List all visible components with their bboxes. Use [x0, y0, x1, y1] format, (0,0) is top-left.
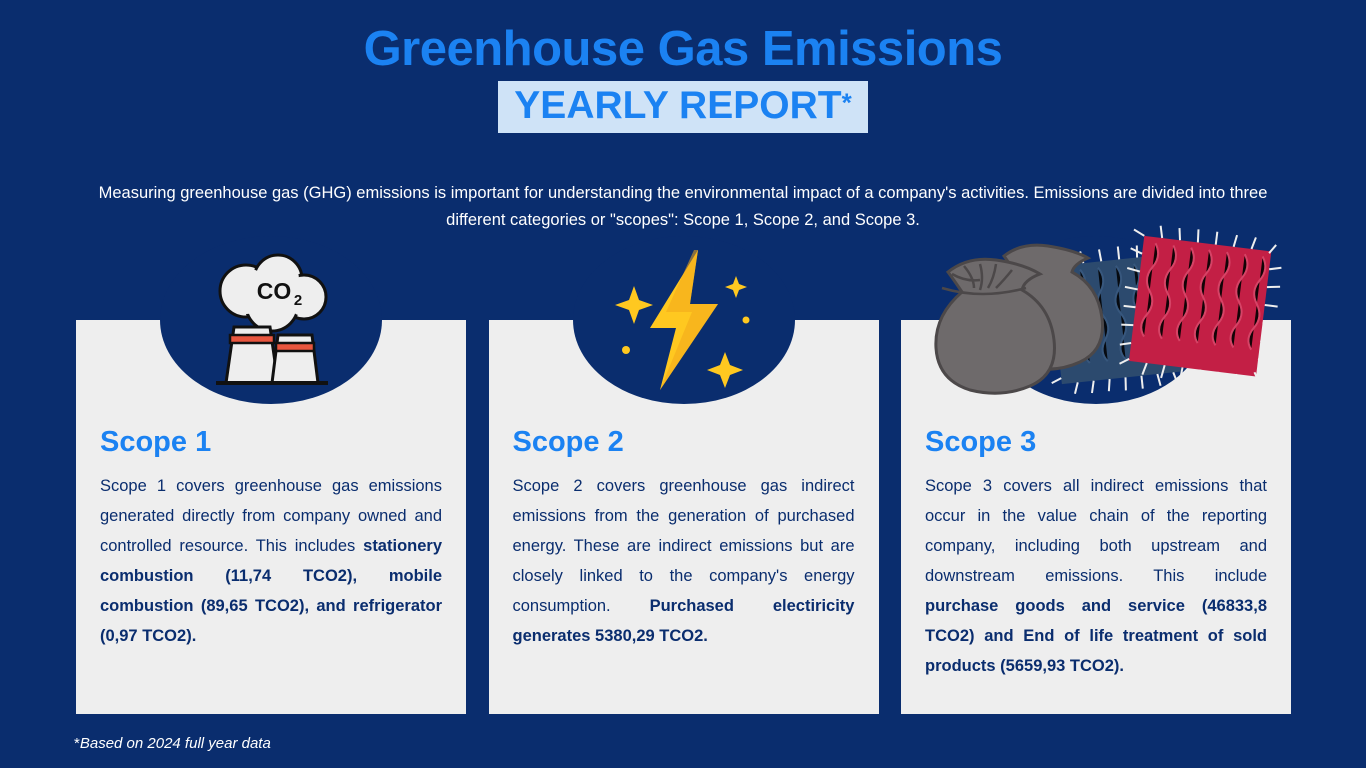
co2-factory-icon [156, 234, 386, 404]
card-scope-1 [76, 278, 466, 714]
card-body-text: Scope 3 covers all indirect emissions that occur in the value chain of the reporting company, including both upstream and downstream emissions. This include [925, 477, 1267, 586]
page-title: Greenhouse Gas Emissions [363, 22, 1003, 76]
money-bags-and-textiles-icon [886, 224, 1306, 394]
card-title: Scope 3 [925, 426, 1037, 458]
scope-cards [76, 278, 1291, 714]
intro-paragraph: Measuring greenhouse gas (GHG) emissions is important for understanding the environmental impact of a company's activities. Emissions are divided into three different categories or "scopes": Scope 1, Scope 2, and Scope 3. [98, 184, 1268, 230]
footnote-asterisk: * [74, 735, 80, 752]
card-body [100, 471, 442, 651]
card-title: Scope 1 [100, 426, 212, 458]
card-body-text: Scope 1 covers greenhouse gas emissions generated directly from company owned and controlled resource. This includes [100, 477, 442, 556]
card-title: Scope 2 [512, 426, 624, 458]
card-body-highlight: stationery combustion (11,74 TCO2), mobile combustion (89,65 TCO2), and refrigerator (0,97 TCO2). [100, 537, 442, 646]
card-body-highlight: purchase goods and service (46833,8 TCO2) and End of life treatment of sold products (5659,93 TCO2). [925, 597, 1267, 676]
footnote-text: Based on 2024 full year data [79, 735, 271, 752]
card-body [513, 471, 855, 651]
card-scope-2 [489, 320, 879, 714]
card-body-text: Scope 2 covers greenhouse gas indirect emissions from the generation of purchased energy. These are indirect emissions but are closely linked to the company's energy consumption. [512, 477, 855, 616]
card-body-highlight: Purchased electiricity generates 5380,29 TCO2. [512, 597, 855, 646]
subtitle-asterisk: * [841, 87, 852, 118]
page-subtitle: YEARLY REPORT [514, 83, 842, 127]
svg-text:CO: CO [256, 278, 292, 304]
subtitle-band [498, 81, 867, 133]
lightning-bolt-icon [569, 234, 799, 404]
header [0, 22, 1366, 133]
svg-text:2: 2 [293, 292, 303, 309]
footnote [74, 735, 271, 752]
card-scope-3 [901, 320, 1291, 714]
card-body [925, 471, 1267, 681]
